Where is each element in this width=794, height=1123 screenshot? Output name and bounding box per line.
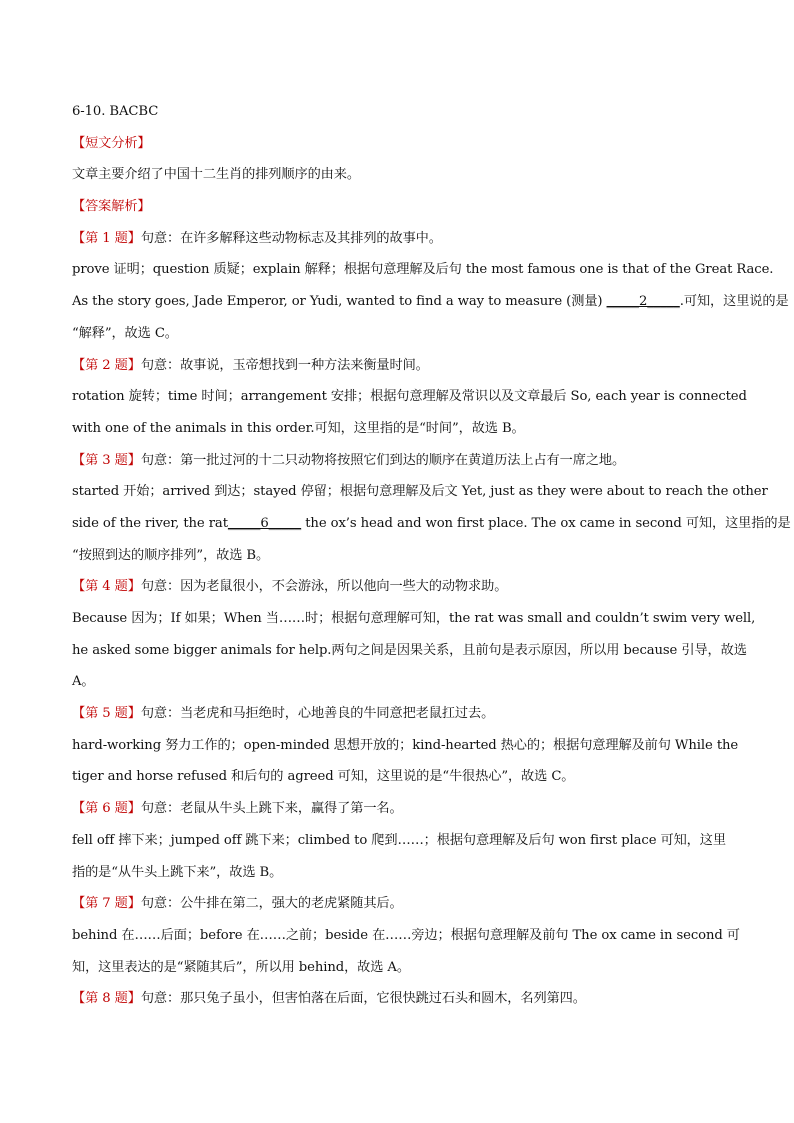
q4-explanation-1: Because 因为；If 如果；When 当……时；根据句意理解可知，the rat was small and couldn’t swim very well,: [72, 611, 756, 626]
passage-summary: 文章主要介绍了中国十二生肖的排列顺序的由来。: [72, 167, 360, 183]
q2-explanation-2: with one of the animals in this order.可知，这里指的是“时间”，故选 B。: [72, 420, 525, 436]
q2-tag: 【第 2 题】: [72, 357, 141, 373]
q1-blank: _____2_____: [606, 294, 680, 310]
q3-explanation-3: “按照到达的顺序排列”，故选 B。: [72, 547, 270, 563]
q1-explanation-3: “解释”，故选 C。: [72, 325, 178, 341]
q4-meaning: 【第 4 题】句意：因为老鼠很小，不会游泳，所以他向一些大的动物求助。: [72, 579, 508, 595]
q7-meaning: 【第 7 题】句意：公牛排在第二，强大的老虎紧随其后。: [72, 896, 403, 912]
q7-explanation-1: behind 在……后面；before 在……之前；beside 在……旁边；根据句意理解及前句 The ox came in second 可: [72, 927, 740, 943]
answer-analysis-heading: 【答案解析】: [72, 199, 151, 215]
q5-meaning: 【第 5 题】句意：当老虎和马拒绝时，心地善良的牛同意把老鼠扛过去。: [72, 706, 495, 722]
q5-explanation-1: hard-working 努力工作的；open-minded 思想开放的；kind-hearted 热心的；根据句意理解及前句 While the: [72, 737, 739, 753]
q2-meaning: 【第 2 题】句意：故事说，玉帝想找到一种方法来衡量时间。: [72, 357, 429, 373]
q8-tag: 【第 8 题】: [72, 991, 141, 1007]
q1-tag: 【第 1 题】: [72, 230, 141, 246]
q5-explanation-2: tiger and horse refused 和后句的 agreed 可知，这里说的是“牛很热心”，故选 C。: [72, 769, 575, 785]
short-analysis-heading: 【短文分析】: [72, 135, 151, 151]
q4-tag: 【第 4 题】: [72, 579, 141, 595]
q6-meaning: 【第 6 题】句意：老鼠从牛头上跳下来，赢得了第一名。: [72, 801, 403, 817]
q1-meaning: 【第 1 题】句意：在许多解释这些动物标志及其排列的故事中。: [72, 230, 442, 246]
q6-tag: 【第 6 题】: [72, 801, 141, 817]
q3-blank: _____6_____: [227, 515, 302, 531]
q7-explanation-2: 知，这里表达的是“紧随其后”，所以用 behind，故选 A。: [72, 959, 410, 975]
q1-explanation-1: prove 证明；question 质疑；explain 解释；根据句意理解及后句 the most famous one is that of the Great Race.: [72, 262, 774, 278]
q5-tag: 【第 5 题】: [72, 706, 141, 722]
q3-meaning: 【第 3 题】句意：第一批过河的十二只动物将按照它们到达的顺序在黄道历法上占有一席之地。: [72, 452, 626, 468]
q3-explanation-1: started 开始；arrived 到达；stayed 停留；根据句意理解及后文 Yet, just as they were about to reach the other: [72, 484, 768, 500]
q7-tag: 【第 7 题】: [72, 896, 141, 912]
document-body: [72, 96, 791, 1015]
q4-explanation-3: A。: [72, 674, 95, 690]
answer-key: 6-10. BACBC: [72, 104, 159, 119]
q2-explanation-1: rotation 旋转；time 时间；arrangement 安排；根据句意理解及常识以及文章最后 So, each year is connected: [72, 389, 747, 405]
q3-tag: 【第 3 题】: [72, 452, 141, 468]
q6-explanation-1: fell off 摔下来；jumped off 跳下来；climbed to 爬到……；根据句意理解及后句 won first place 可知，这里: [72, 832, 726, 848]
q6-explanation-2: 指的是“从牛头上跳下来”，故选 B。: [72, 864, 283, 880]
q8-meaning: 【第 8 题】句意：那只兔子虽小，但害怕落在后面，它很快跳过石头和圆木，名列第四。: [72, 991, 586, 1007]
q1-explanation-2: As the story goes, Jade Emperor, or Yudi, wanted to find a way to measure (测量) _____2_____.可知，这里说的是: [72, 294, 789, 310]
q4-explanation-2: he asked some bigger animals for help.两句之间是因果关系，且前句是表示原因，所以用 because 引导，故选: [72, 642, 747, 658]
q3-explanation-2: side of the river, the rat_____6_____ the ox’s head and won first place. The ox came in second 可知，这里指的是: [72, 515, 791, 531]
